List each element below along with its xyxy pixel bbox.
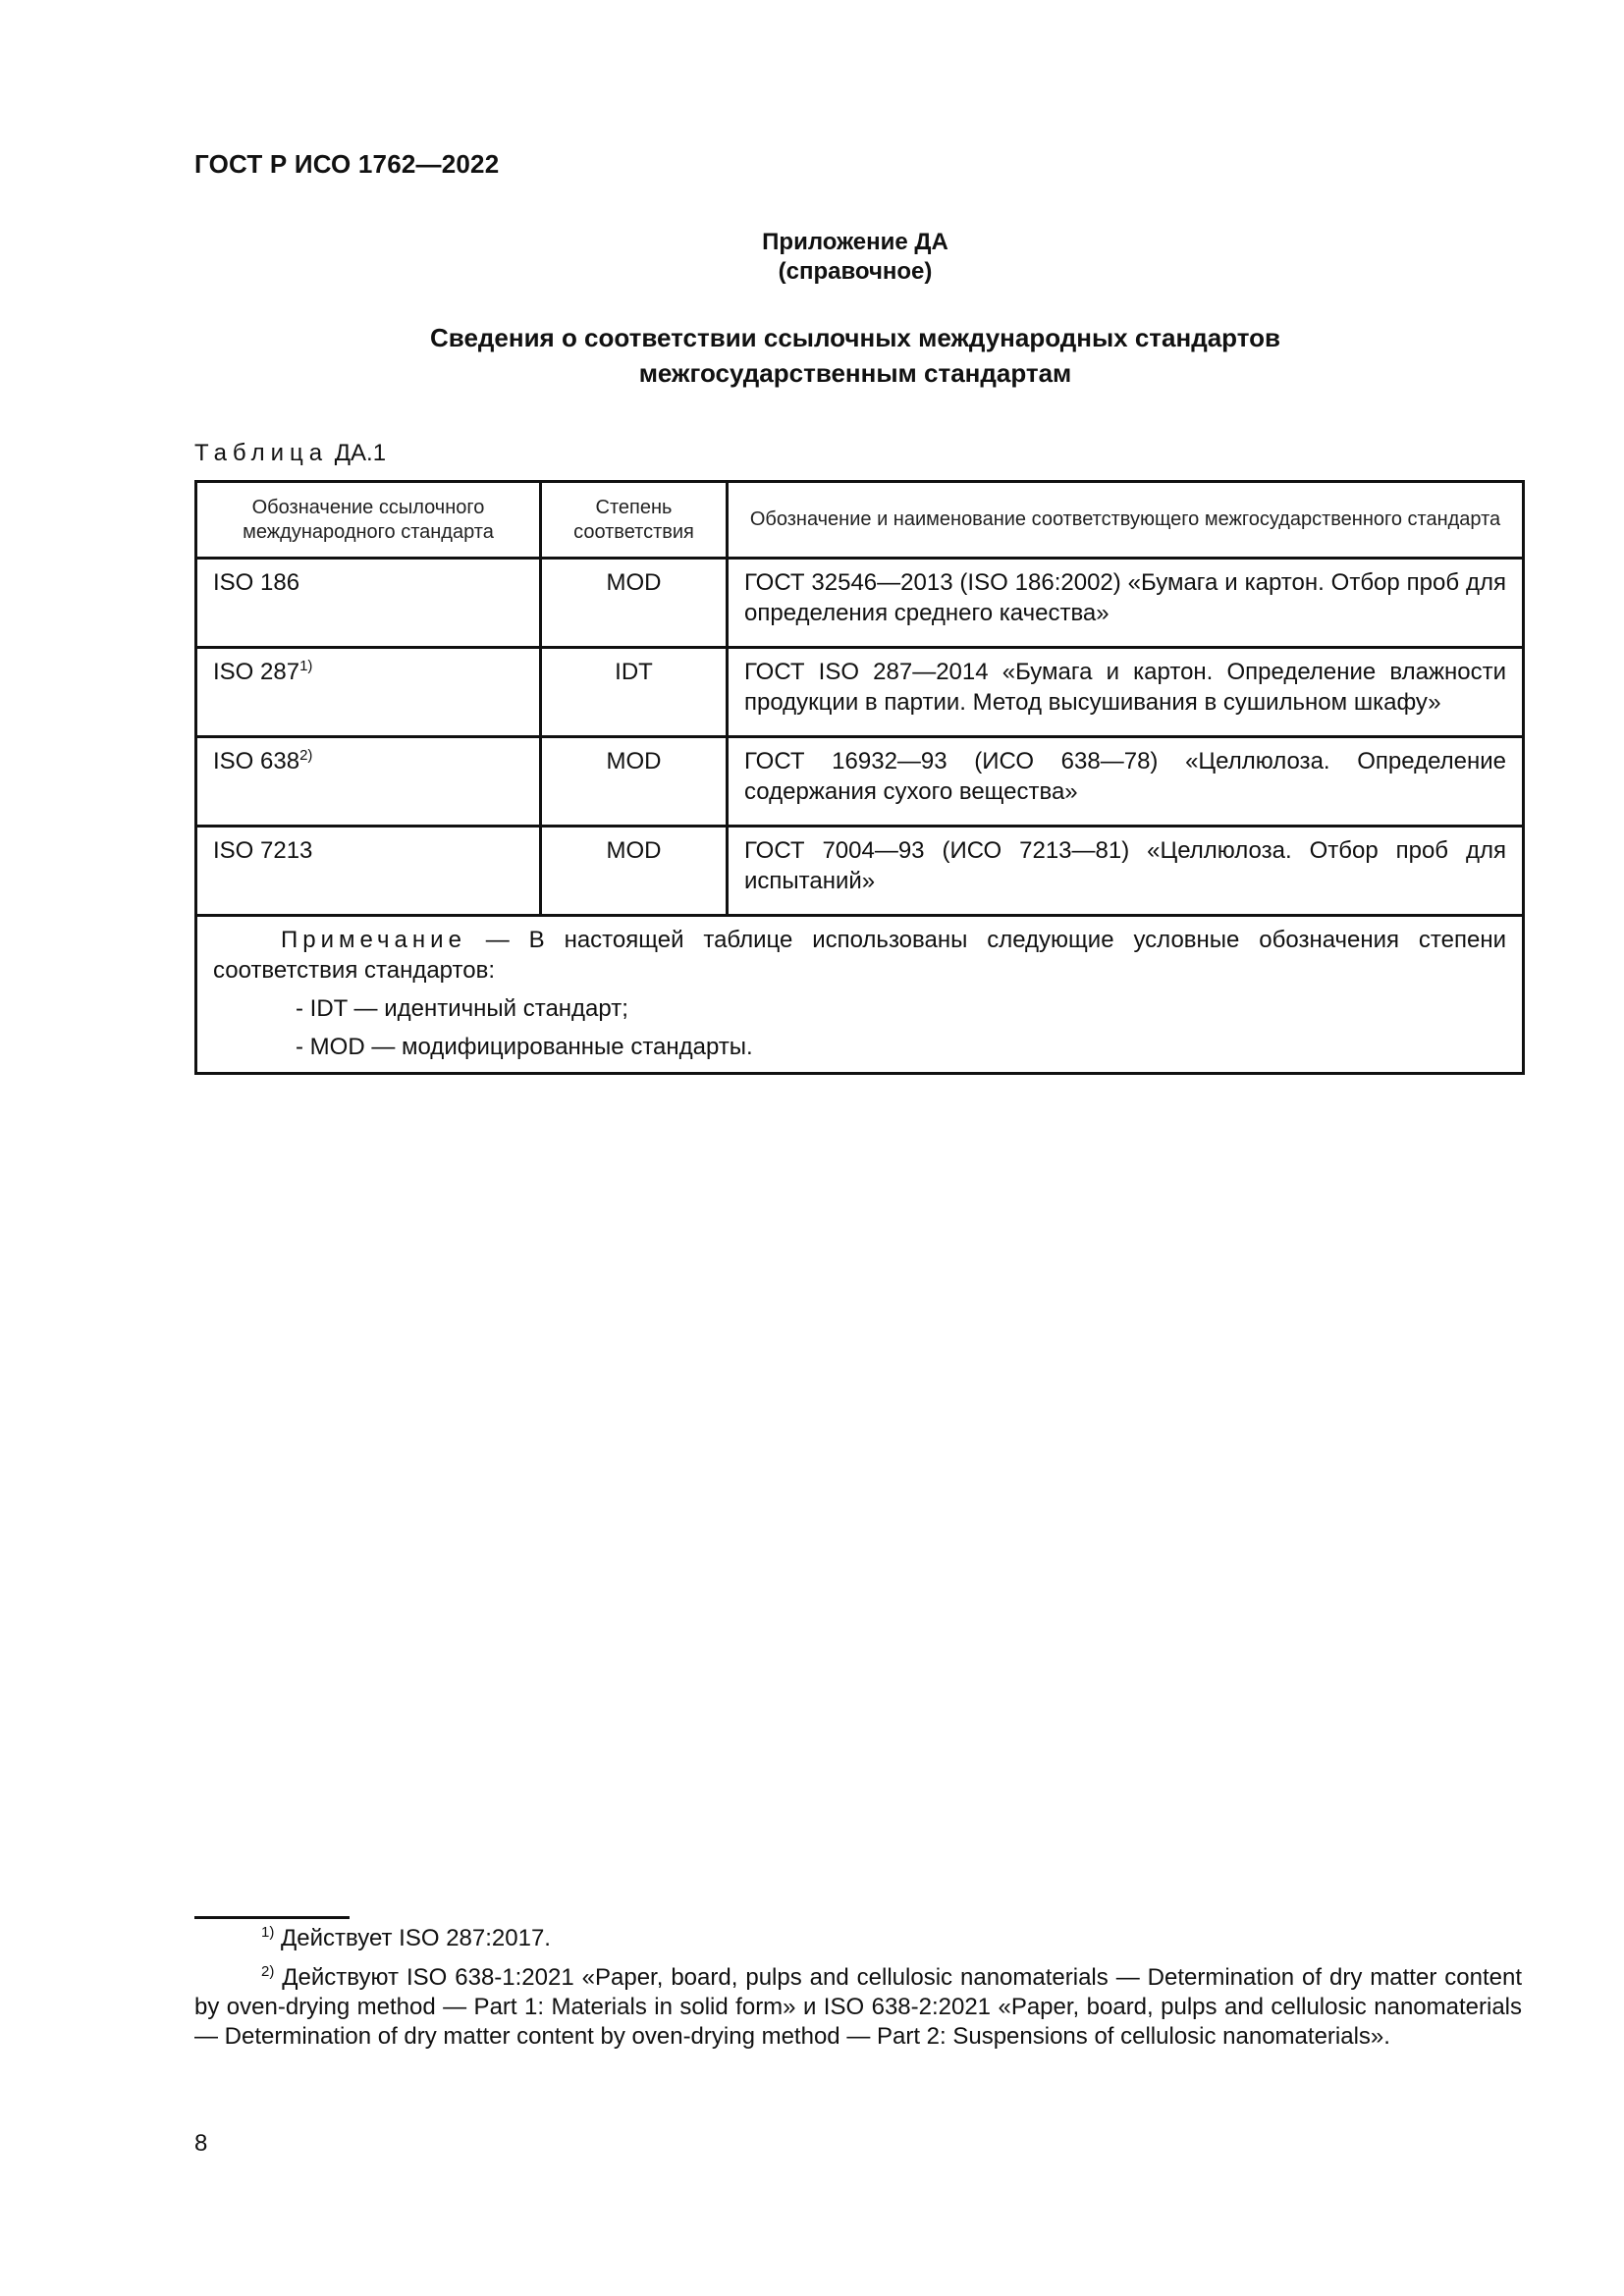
header-international-standard: Обозначение ссылочного международного стандарта (196, 482, 541, 559)
note-label: Примечание (281, 927, 466, 953)
table-header-row (196, 482, 1524, 559)
footnote-text: Действуют ISO 638-1:2021 «Paper, board, pulps and cellulosic nanomaterials — Determination of dry matter content by oven-drying method — Part 1: Materials in solid form» и ISO 638-2:2021 «Paper, board, pulps and cellulosic nanomaterials — Determination of dry matter content by oven-drying method — Part 2: Suspensions of cellulosic nanomaterials». (194, 1964, 1522, 2050)
footnote-ref: 2) (299, 747, 313, 764)
note-item: - MOD — модифицированные стандарты. (296, 1034, 753, 1060)
note-item: - IDT — идентичный стандарт; (296, 995, 628, 1022)
footnote-mark: 1) (261, 1924, 275, 1941)
section-title-line-1: Сведения о соответствии ссылочных международных стандартов (430, 323, 1280, 352)
cell-degree: MOD (541, 827, 728, 916)
table-caption (194, 440, 386, 467)
cell-international-standard: ISO 186 (196, 559, 541, 648)
cell-international-standard: ISO 287$^{1)}$ (196, 648, 541, 737)
cell-interstate-standard: ГОСТ 32546—2013 (ISO 186:2002) «Бумага и картон. Отбор проб для определения среднего качества» (728, 559, 1524, 648)
cell-international-standard: ISO 638$^{2)}$ (196, 737, 541, 827)
footnote (194, 1924, 1522, 1953)
table-caption-number: ДА.1 (334, 440, 387, 466)
section-title (0, 320, 1624, 391)
cell-degree: IDT (541, 648, 728, 737)
cell-interstate-standard: ГОСТ ISO 287—2014 «Бумага и картон. Определение влажности продукции в партии. Метод высушивания в сушильном шкафу» (728, 648, 1524, 737)
appendix-kind: (справочное) (778, 258, 933, 285)
header-degree-of-correspondence: Степень соответствия (541, 482, 728, 559)
page-number: 8 (194, 2130, 208, 2157)
table-row (196, 648, 1524, 737)
footnote-text: Действует ISO 287:2017. (274, 1925, 551, 1951)
table-row (196, 737, 1524, 827)
table-note-row (196, 916, 1524, 1074)
note-text: — В настоящей таблице использованы следующие условные обозначения степени соответствия стандартов: (213, 927, 1506, 984)
table-row (196, 827, 1524, 916)
header-interstate-standard: Обозначение и наименование соответствующего межгосударственного стандарта (728, 482, 1524, 559)
standards-correspondence-table (194, 480, 1525, 1075)
footnote-separator (194, 1916, 350, 1919)
cell-interstate-standard: ГОСТ 7004—93 (ИСО 7213—81) «Целлюлоза. Отбор проб для испытаний» (728, 827, 1524, 916)
cell-interstate-standard: ГОСТ 16932—93 (ИСО 638—78) «Целлюлоза. Определение содержания сухого вещества» (728, 737, 1524, 827)
footnote-mark: 2) (261, 1963, 275, 1980)
appendix-title: Приложение ДА (762, 229, 948, 255)
footnote (194, 1963, 1522, 2052)
cell-international-standard: ISO 7213 (196, 827, 541, 916)
note-paragraph (213, 925, 1506, 986)
table-caption-label: Таблица (194, 440, 329, 466)
cell-degree: MOD (541, 559, 728, 648)
section-title-line-2: межгосударственным стандартам (638, 358, 1072, 388)
cell-degree: MOD (541, 737, 728, 827)
footnote-ref: 1) (299, 658, 313, 674)
table-row (196, 559, 1524, 648)
table-note (196, 916, 1524, 1074)
document-code-header: ГОСТ Р ИСО 1762—2022 (194, 149, 500, 179)
